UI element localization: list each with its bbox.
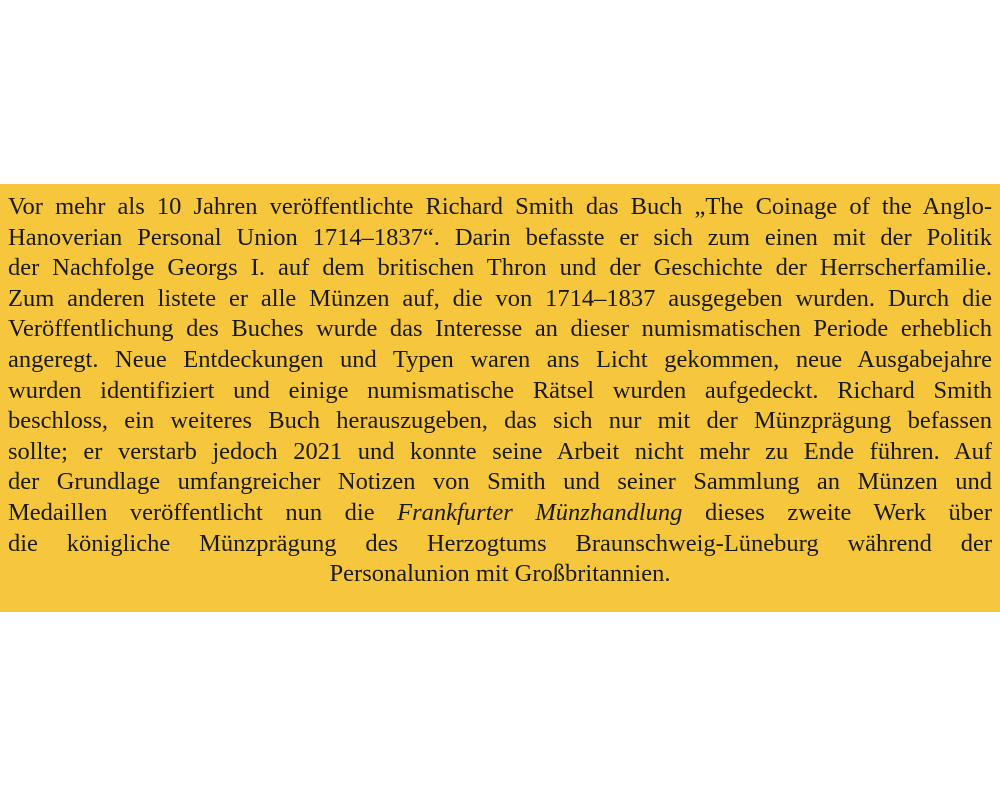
paragraph [8,192,992,590]
text-line: der Grundlage umfangreicher Notizen von Smith und seiner Sammlung an Münzen und [8,468,992,496]
text-line: Hanoverian Personal Union 1714–1837“. Darin befasste er sich zum einen mit der Politik [8,223,992,251]
italic-publisher-name: Frankfurter Münzhandlung [397,498,683,526]
text-line-final: Personalunion mit Großbritannien. [329,560,671,588]
text-segment: dieses zweite Werk über [682,498,992,526]
text-segment: Medaillen veröffentlicht nun die [8,498,398,526]
text-panel [0,184,1000,612]
text-line: Veröffentlichung des Buches wurde das Interesse an dieser numismatischen Periode erheblich [8,315,992,343]
text-line: die königliche Münzprägung des Herzogtums Braunschweig-Lüneburg während der [8,529,992,557]
text-line: Vor mehr als 10 Jahren veröffentlichte Richard Smith das Buch „The Coinage of the Anglo- [8,193,992,220]
text-line: beschloss, ein weiteres Buch herauszugeben, das sich nur mit der Münzprägung befassen [8,407,992,435]
text-line: wurden identifiziert und einige numismatische Rätsel wurden aufgedeckt. Richard Smith [8,376,992,404]
text-line: Zum anderen listete er alle Münzen auf, die von 1714–1837 ausgegeben wurden. Durch die [8,284,992,312]
text-line: der Nachfolge Georgs I. auf dem britischen Thron und der Geschichte der Herrscherfamilie. [8,254,992,282]
text-line-with-italic [8,498,992,529]
text-line: sollte; er verstarb jedoch 2021 und konnte seine Arbeit nicht mehr zu Ende führen. Auf [8,437,992,465]
text-line: angeregt. Neue Entdeckungen und Typen waren ans Licht gekommen, neue Ausgabejahre [8,345,992,373]
